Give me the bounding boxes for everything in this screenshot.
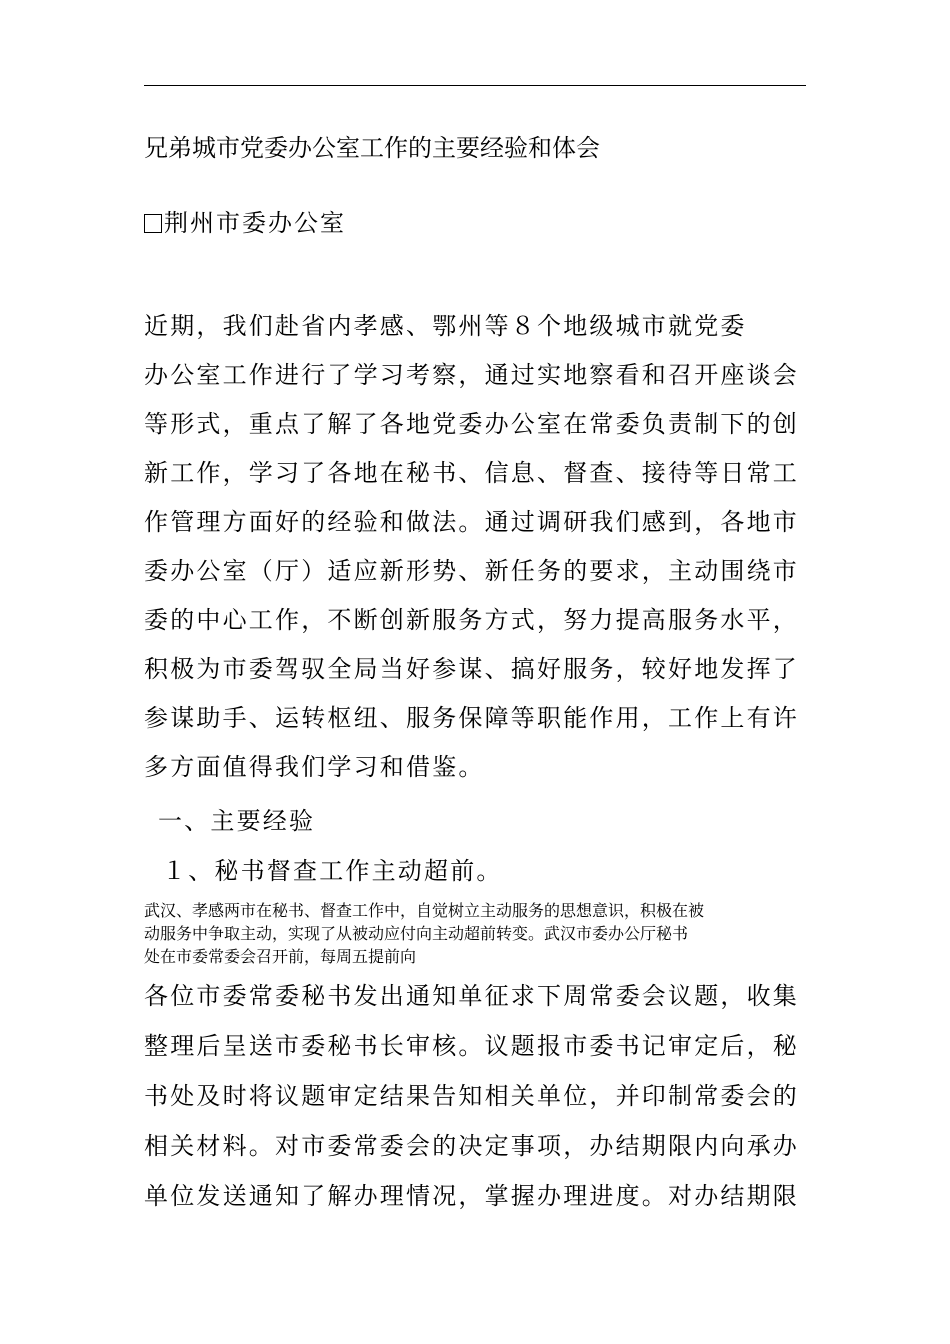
small-text-line: 武汉、孝感两市在秘书、督查工作中，自觉树立主动服务的思想意识，积极在被 (144, 901, 705, 920)
subsection-heading: １、秘书督查工作主动超前。 (162, 857, 503, 885)
section-heading: 一、主要经验 (158, 807, 316, 835)
author-name: 荆州市委办公室 (164, 209, 346, 237)
intro-line: 新工作，学习了各地在秘书、信息、督查、接待等日常工 (144, 459, 799, 487)
intro-line: 作管理方面好的经验和做法。通过调研我们感到，各地市 (144, 508, 799, 536)
body-line: 整理后呈送市委秘书长审核。议题报市委书记审定后，秘 (144, 1032, 799, 1060)
small-text-line: 动服务中争取主动，实现了从被动应付向主动超前转变。武汉市委办公厅秘书 (144, 924, 689, 943)
intro-line: 委的中心工作，不断创新服务方式，努力提高服务水平， (144, 606, 799, 634)
body-line: 相关材料。对市委常委会的决定事项，办结期限内向承办 (144, 1132, 799, 1160)
header-rule (144, 85, 806, 86)
square-bullet-icon (144, 214, 162, 233)
intro-line: 多方面值得我们学习和借鉴。 (144, 753, 485, 781)
intro-line: 近期，我们赴省内孝感、鄂州等８个地级城市就党委 (144, 312, 747, 340)
intro-line: 等形式，重点了解了各地党委办公室在常委负责制下的创 (144, 410, 799, 438)
document-title: 兄弟城市党委办公室工作的主要经验和体会 (144, 134, 600, 162)
intro-line: 委办公室（厅）适应新形势、新任务的要求，主动围绕市 (144, 557, 799, 585)
body-line: 书处及时将议题审定结果告知相关单位，并印制常委会的 (144, 1082, 799, 1110)
author-line (144, 205, 346, 241)
body-line: 单位发送通知了解办理情况，掌握办理进度。对办结期限 (144, 1182, 799, 1210)
intro-line: 积极为市委驾驭全局当好参谋、搞好服务，较好地发挥了 (144, 655, 799, 683)
intro-line: 参谋助手、运转枢纽、服务保障等职能作用，工作上有许 (144, 704, 799, 732)
body-line: 各位市委常委秘书发出通知单征求下周常委会议题，收集 (144, 982, 799, 1010)
intro-line: 办公室工作进行了学习考察，通过实地察看和召开座谈会 (144, 361, 799, 389)
small-text-line: 处在市委常委会召开前，每周五提前向 (144, 947, 417, 966)
